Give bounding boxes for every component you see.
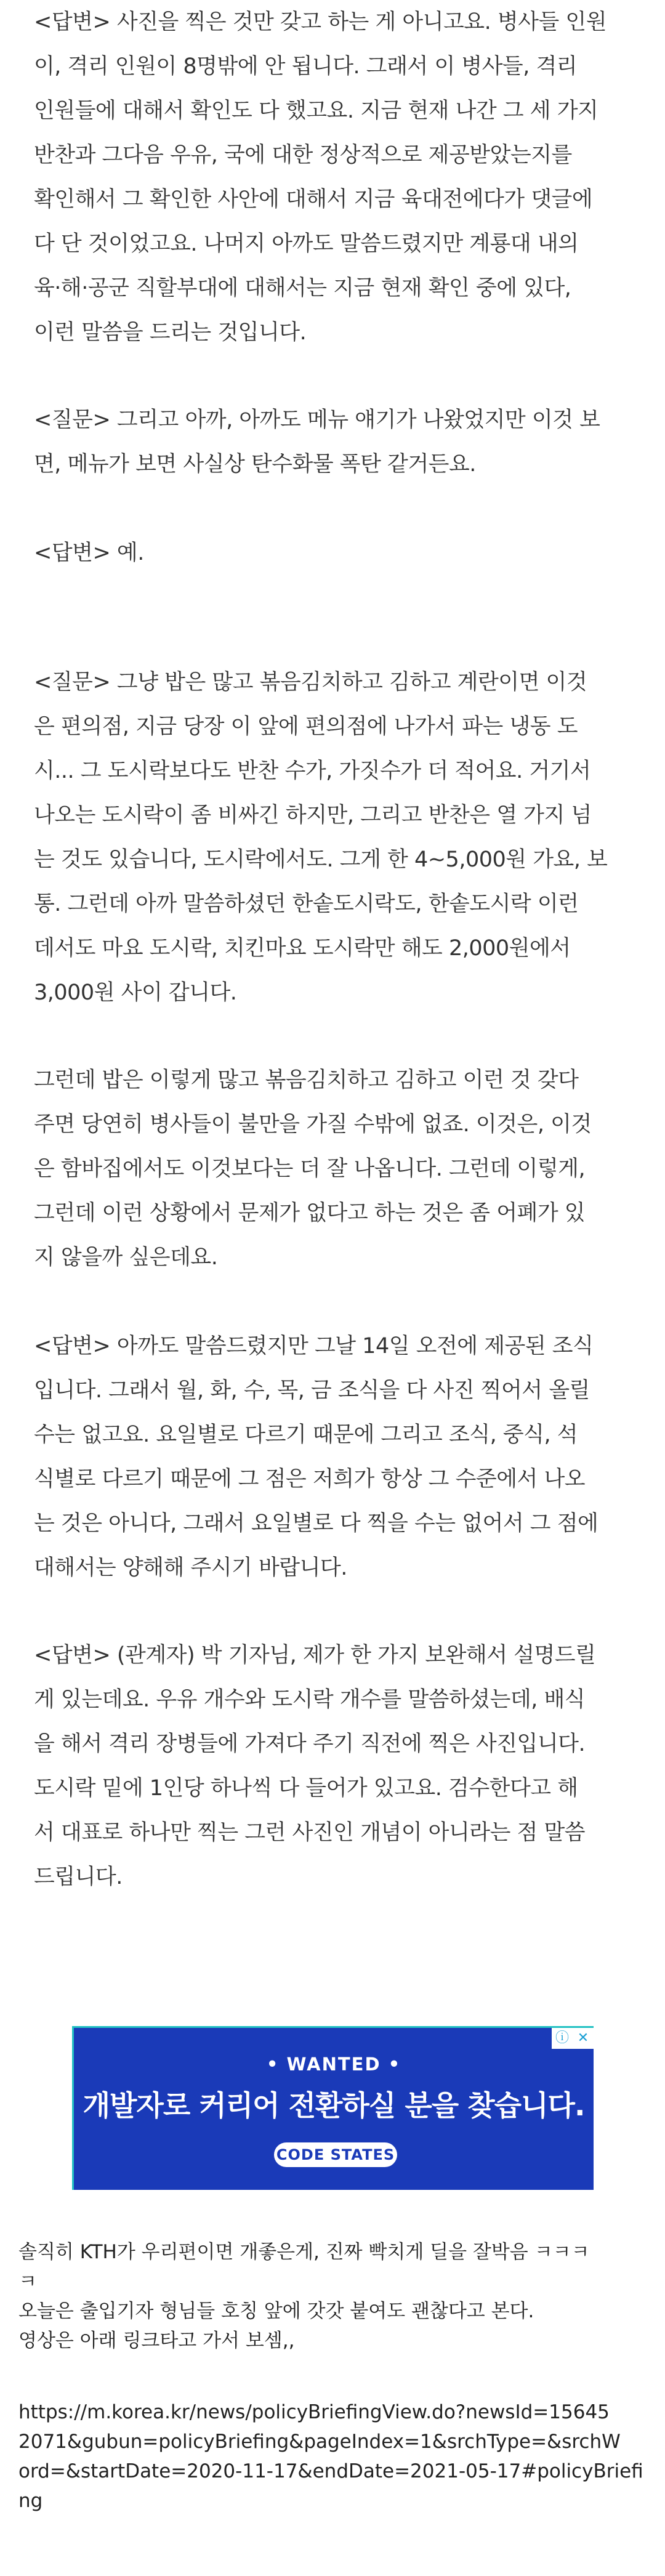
text-line: 이, 격리 인원이 8명밖에 안 됩니다. 그래서 이 병사들, 격리 [34, 54, 578, 79]
footer-line: 영상은 아래 링크타고 가서 보셈,, [18, 2330, 295, 2352]
text-line: 대해서는 양해해 주시기 바랍니다. [34, 1556, 347, 1580]
ad-banner[interactable] [72, 2026, 594, 2190]
link-line[interactable]: https://m.korea.kr/news/policyBriefingView.do?newsId=15645 [18, 2401, 610, 2423]
text-line: 수는 없고요. 요일별로 다르기 때문에 그리고 조식, 중식, 석 [34, 1423, 578, 1447]
text-line: 식별로 다르기 때문에 그 점은 저희가 항상 그 수준에서 나오 [34, 1467, 586, 1492]
text-line: <답변> (관계자) 박 기자님, 제가 한 가지 보완해서 설명드릴 [34, 1643, 596, 1668]
text-line: <답변> 아까도 말씀드렸지만 그날 14일 오전에 제공된 조식 [34, 1334, 594, 1359]
source-link[interactable] [18, 2397, 647, 2516]
ad-cta-button[interactable]: CODE STATES [274, 2142, 397, 2167]
text-line: 는 것은 아니다, 그래서 요일별로 다 찍을 수는 없어서 그 점에 [34, 1511, 598, 1536]
footer-line: 솔직히 KTH가 우리편이면 개좋은게, 진짜 빡치게 딜을 잘박음 ㅋㅋㅋ [18, 2241, 590, 2263]
text-line: 반찬과 그다음 우유, 국에 대한 정상적으로 제공받았는지를 [34, 143, 572, 168]
text-line: <질문> 그리고 아까, 아까도 메뉴 얘기가 나왔었지만 이것 보 [34, 408, 600, 432]
text-line: 지 않을까 싶은데요. [34, 1245, 218, 1270]
text-line: <질문> 그냥 밥은 많고 볶음김치하고 김하고 계란이면 이것 [34, 670, 587, 695]
text-line: 이런 말씀을 드리는 것입니다. [34, 320, 307, 345]
text-line: 데서도 마요 도시락, 치킨마요 도시락만 해도 2,000원에서 [34, 936, 571, 961]
text-line: 그런데 밥은 이렇게 많고 볶음김치하고 김하고 이런 것 갖다 [34, 1068, 579, 1092]
question-paragraph-2 [34, 660, 607, 1015]
text-line: <답변> 사진을 찍은 것만 갖고 하는 게 아니고요. 병사들 인원 [34, 10, 607, 34]
footer-line: ㅋ [18, 2271, 37, 2293]
post-footer [18, 2237, 647, 2516]
link-line[interactable]: 2071&gubun=policyBriefing&pageIndex=1&srchType=&srchW [18, 2431, 621, 2453]
text-line: 다 단 것이었고요. 나머지 아까도 말씀드렸지만 계룡대 내의 [34, 232, 579, 256]
question-paragraph-3 [34, 1058, 592, 1280]
text-line: 그런데 이런 상황에서 문제가 없다고 하는 것은 좀 어폐가 있 [34, 1201, 586, 1225]
text-line: 는 것도 있습니다, 도시락에서도. 그게 한 4~5,000원 가요, 보 [34, 847, 608, 872]
text-line: 확인해서 그 확인한 사안에 대해서 지금 육대전에다가 댓글에 [34, 187, 593, 212]
text-line: 은 편의점, 지금 당장 이 앞에 편의점에 나가서 파는 냉동 도 [34, 714, 578, 739]
text-line: 을 해서 격리 장병들에 가져다 주기 직전에 찍은 사진입니다. [34, 1732, 586, 1756]
text-line: 인원들에 대해서 확인도 다 했고요. 지금 현재 나간 그 세 가지 [34, 99, 598, 123]
text-line: 나오는 도시락이 좀 비싸긴 하지만, 그리고 반찬은 열 가지 넘 [34, 803, 592, 828]
text-line: 육·해·공군 직할부대에 대해서는 지금 현재 확인 중에 있다, [34, 276, 571, 301]
ad-wanted-label: • WANTED • [266, 2054, 401, 2075]
link-line[interactable]: ng [18, 2490, 43, 2512]
ad-close-icon[interactable]: ✕ [573, 2028, 594, 2049]
text-line: 주면 당연히 병사들이 불만을 가질 수밖에 없죠. 이것은, 이것 [34, 1112, 592, 1137]
text-line: 시... 그 도시락보다도 반찬 수가, 가짓수가 더 적어요. 거기서 [34, 759, 591, 783]
text-line: 게 있는데요. 우유 개수와 도시락 개수를 말씀하셨는데, 배식 [34, 1687, 586, 1712]
link-line[interactable]: ord=&startDate=2020-11-17&endDate=2021-05-17#policyBriefi [18, 2460, 643, 2482]
footer-blank-line [18, 2356, 647, 2385]
text-line: 통. 그런데 아까 말씀하셨던 한솥도시락도, 한솥도시락 이런 [34, 892, 579, 916]
answer-paragraph-2 [34, 531, 144, 575]
ad-headline: 개발자로 커리어 전환하실 분을 찾습니다. [83, 2089, 585, 2122]
text-line: 입니다. 그래서 월, 화, 수, 목, 금 조식을 다 사진 찍어서 올릴 [34, 1378, 590, 1403]
text-line: 3,000원 사이 갑니다. [34, 980, 237, 1005]
text-line: 드립니다. [34, 1865, 123, 1889]
text-line: 은 함바집에서도 이것보다는 더 잘 나옵니다. 그런데 이렇게, [34, 1157, 586, 1181]
ad-controls [552, 2028, 594, 2049]
text-line: 도시락 밑에 1인당 하나씩 다 들어가 있고요. 검수한다고 해 [34, 1776, 578, 1801]
answer-paragraph-4 [34, 1633, 595, 1899]
ad-info-icon[interactable]: ⓘ [552, 2028, 573, 2049]
footer-line: 오늘은 출입기자 형님들 호칭 앞에 갓갓 붙여도 괜찮다고 본다. [18, 2300, 534, 2322]
text-line: 서 대표로 하나만 찍는 그런 사진인 개념이 아니라는 점 말씀 [34, 1820, 586, 1845]
answer-paragraph-3 [34, 1324, 598, 1590]
text-line: <답변> 예. [34, 541, 144, 565]
answer-paragraph-1 [34, 0, 607, 355]
question-paragraph-1 [34, 398, 600, 487]
text-line: 면, 메뉴가 보면 사실상 탄수화물 폭탄 같거든요. [34, 452, 476, 477]
